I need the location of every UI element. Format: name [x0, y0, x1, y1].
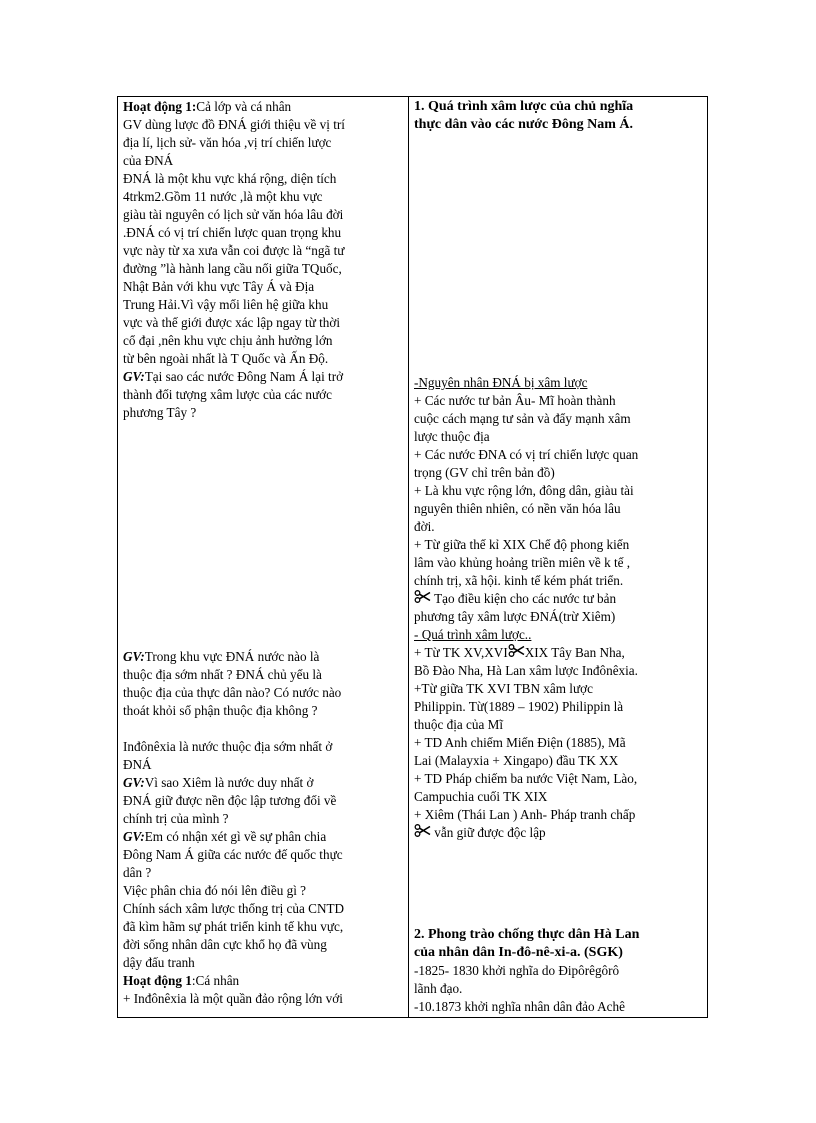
left-text-line: dân ?	[123, 865, 152, 880]
process-line	[414, 644, 625, 662]
section-1-heading: thực dân vào các nước Đông Nam Á.	[414, 117, 633, 132]
left-text-line: thuộc địa của thực dân nào? Có nước nào	[123, 685, 342, 700]
question-text: Tại sao các nước Đông Nam Á lại trở	[144, 369, 344, 384]
process-text: + Từ TK XV,XVI	[414, 645, 508, 660]
activity-label: Hoạt động 1:	[123, 99, 197, 114]
right-text-line: + Các nước tư bản Âu- Mĩ hoàn thành	[414, 393, 616, 408]
left-text-line: của ĐNÁ	[123, 153, 174, 168]
activity-text: Cả lớp và cá nhân	[196, 99, 292, 114]
left-text-line: cổ đại ,nên khu vực chịu ảnh hưởng lớn	[123, 333, 333, 348]
activity-2-line	[123, 972, 239, 990]
right-text-line: lược thuộc địa	[414, 429, 490, 444]
section-2-heading: của nhân dân In-đô-nê-xi-a. (SGK)	[414, 945, 623, 960]
left-text-line: đời sống nhân dân cực khổ họ đã vùng	[123, 937, 327, 952]
column-divider	[408, 96, 409, 1018]
right-text-line: lâm vào khủng hoảng triền miên về k tế ,	[414, 555, 631, 570]
right-text-line: + TD Anh chiếm Miến Điện (1885), Mã	[414, 735, 626, 750]
activity-text: :Cá nhân	[191, 973, 240, 988]
left-text-line: thuộc địa sớm nhất ? ĐNÁ chủ yếu là	[123, 667, 322, 682]
scissors-icon	[414, 824, 431, 842]
scissors-icon	[414, 590, 431, 608]
question-3	[123, 774, 313, 792]
left-text-line: Trung Hải.Vì vậy mối liên hệ giữa khu	[123, 297, 329, 312]
left-text-line: Việc phân chia đó nói lên điều gì ?	[123, 883, 307, 898]
left-text-line: từ bên ngoài nhất là T Quốc và Ấn Độ.	[123, 351, 329, 366]
activity-1-line	[123, 98, 291, 116]
right-text-line: -10.1873 khởi nghĩa nhân dân đảo Achê	[414, 999, 625, 1014]
right-text-line: + Từ giữa thế kỉ XIX Chế độ phong kiến	[414, 537, 630, 552]
left-text-line: chính trị của mình ?	[123, 811, 229, 826]
question-text: Trong khu vực ĐNÁ nước nào là	[144, 649, 320, 664]
left-text-line: đã kìm hãm sự phát triển kinh tế khu vực,	[123, 919, 344, 934]
right-text-line: cuộc cách mạng tư sản và đẩy mạnh xâm	[414, 411, 631, 426]
right-text-line: nguyên thiên nhiên, có nền văn hóa lâu	[414, 501, 621, 516]
right-text-line: lãnh đạo.	[414, 981, 463, 996]
left-text-line: Nhật Bản với khu vực Tây Á và Địa	[123, 279, 315, 294]
process-end-text: vẫn giữ được độc lập	[434, 825, 546, 840]
left-text-line: phương Tây ?	[123, 405, 197, 420]
gv-label: GV:	[123, 775, 145, 790]
left-text-line: GV dùng lược đồ ĐNÁ giới thiệu về vị trí	[123, 117, 345, 132]
left-text-line: địa lí, lịch sử- văn hóa ,vị trí chiến lược	[123, 135, 332, 150]
left-text-line: thoát khỏi số phận thuộc địa không ?	[123, 703, 318, 718]
question-text: Em có nhận xét gì về sự phân chia	[144, 829, 327, 844]
right-text-line: + TD Pháp chiếm ba nước Việt Nam, Lào,	[414, 771, 638, 786]
right-text-line: trọng (GV chỉ trên bản đồ)	[414, 465, 555, 480]
left-text-line: 4trkm2.Gồm 11 nước ,là một khu vực	[123, 189, 323, 204]
left-text-line: ĐNÁ là một khu vực khá rộng, diện tích	[123, 171, 337, 186]
right-text-line: phương tây xâm lược ĐNÁ(trừ Xiêm)	[414, 609, 616, 624]
left-text-line: dậy đấu tranh	[123, 955, 195, 970]
question-text: Vì sao Xiêm là nước duy nhất ở	[144, 775, 314, 790]
question-1	[123, 368, 343, 386]
left-text-line: đường ”là hành lang cầu nối giữa TQuốc,	[123, 261, 342, 276]
condition-text: Tạo điều kiện cho các nước tư bản	[434, 591, 617, 606]
right-text-line: + Các nước ĐNA có vị trí chiến lược quan	[414, 447, 639, 462]
left-text-line: Inđônêxia là nước thuộc địa sớm nhất ở	[123, 739, 333, 754]
right-text-line: Bồ Đào Nha, Hà Lan xâm lược Inđônêxia.	[414, 663, 638, 678]
right-text-line: Philippin. Từ(1889 – 1902) Philippin là	[414, 699, 624, 714]
condition-line	[414, 590, 616, 608]
right-text-line: Lai (Malayxia + Xingapo) đầu TK XX	[414, 753, 619, 768]
process-title: - Quá trình xâm lược..	[414, 627, 532, 642]
gv-label: GV:	[123, 829, 145, 844]
left-text-line: vực và thế giới được xác lập ngay từ thời	[123, 315, 341, 330]
gv-label: GV:	[123, 369, 145, 384]
left-text-line: ĐNÁ giữ được nền độc lập tương đối về	[123, 793, 337, 808]
gv-label: GV:	[123, 649, 145, 664]
right-text-line: Campuchia cuối TK XIX	[414, 789, 548, 804]
right-text-line: + Xiêm (Thái Lan ) Anh- Pháp tranh chấp	[414, 807, 636, 822]
right-text-line: chính trị, xã hội. kinh tế kém phát triển.	[414, 573, 624, 588]
scissors-icon	[508, 644, 525, 662]
left-text-line: giàu tài nguyên có lịch sử văn hóa lâu đời	[123, 207, 344, 222]
right-text-line: đời.	[414, 519, 435, 534]
right-text-line: +Từ giữa TK XVI TBN xâm lược	[414, 681, 593, 696]
question-4	[123, 828, 326, 846]
left-text-line: .ĐNÁ có vị trí chiến lược quan trọng khu	[123, 225, 342, 240]
left-text-line: ĐNÁ	[123, 757, 152, 772]
section-1-heading: 1. Quá trình xâm lược của chủ nghĩa	[414, 99, 634, 114]
left-text-line: vực này từ xa xưa vẫn coi được là “ngã tư	[123, 243, 345, 258]
process-end-line	[414, 824, 546, 842]
right-text-line: thuộc địa của Mĩ	[414, 717, 503, 732]
left-text-line: + Inđônêxia là một quần đảo rộng lớn với	[123, 991, 343, 1006]
question-2	[123, 648, 319, 666]
left-text-line: Đông Nam Á giữa các nước đế quốc thực	[123, 847, 343, 862]
activity-label: Hoạt động 1	[123, 973, 192, 988]
cause-title: -Nguyên nhân ĐNÁ bị xâm lược	[414, 375, 588, 390]
left-text-line: Chính sách xâm lược thống trị của CNTD	[123, 901, 345, 916]
process-text: XIX Tây Ban Nha,	[524, 645, 625, 660]
section-2-heading: 2. Phong trào chống thực dân Hà Lan	[414, 927, 640, 942]
left-text-line: thành đối tượng xâm lược của các nước	[123, 387, 332, 402]
right-text-line: -1825- 1830 khởi nghĩa do Đipôrêgôrô	[414, 963, 620, 978]
right-text-line: + Là khu vực rộng lớn, đông dân, giàu tài	[414, 483, 634, 498]
